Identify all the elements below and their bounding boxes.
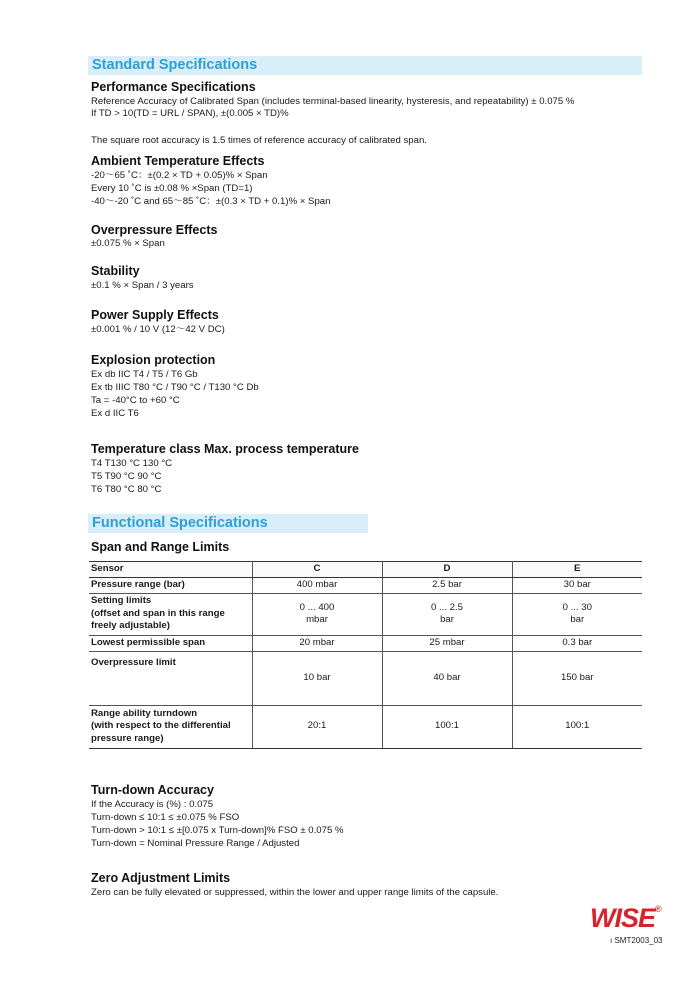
ambient-line: -40～-20 ˚C and 65～85 ˚C：±(0.3 × TD + 0.1)% × Span xyxy=(91,196,331,207)
power-heading: Power Supply Effects xyxy=(91,308,219,322)
row-label: Overpressure limit xyxy=(89,651,252,705)
table-cell: 20 mbar xyxy=(252,635,382,651)
table-row xyxy=(89,651,642,705)
span-range-heading: Span and Range Limits xyxy=(91,540,230,554)
row-label: Setting limits (offset and span in this range freely adjustable) xyxy=(89,593,252,635)
explosion-line: Ex db IIC T4 / T5 / T6 Gb xyxy=(91,369,198,380)
row-label: Pressure range (bar) xyxy=(89,577,252,593)
span-range-table xyxy=(89,561,642,749)
table-cell: 40 bar xyxy=(382,651,512,705)
wise-logo: WISE xyxy=(590,903,656,933)
table-cell: 150 bar xyxy=(512,651,642,705)
performance-line: Reference Accuracy of Calibrated Span (includes terminal-based linearity, hysteresis, and repeatability) ± 0.075 % xyxy=(91,96,575,107)
performance-line: The square root accuracy is 1.5 times of reference accuracy of calibrated span. xyxy=(91,135,427,146)
tempclass-line: T5 T90 °C 90 °C xyxy=(91,471,162,482)
turndown-heading: Turn-down Accuracy xyxy=(91,783,214,797)
stability-line: ±0.1 % × Span / 3 years xyxy=(91,280,194,291)
turndown-line: Turn-down = Nominal Pressure Range / Adjusted xyxy=(91,838,300,849)
table-cell: 0 ... 30 bar xyxy=(512,593,642,635)
table-header-cell: D xyxy=(382,562,512,578)
tempclass-line: T6 T80 °C 80 °C xyxy=(91,484,162,495)
performance-line: If TD > 10(TD = URL / SPAN), ±(0.005 × TD)% xyxy=(91,108,289,119)
ambient-heading: Ambient Temperature Effects xyxy=(91,154,265,168)
ambient-line: Every 10 ˚C is ±0.08 % ×Span (TD=1) xyxy=(91,183,253,194)
table-cell: 30 bar xyxy=(512,577,642,593)
turndown-line: Turn-down ≤ 10:1 ≤ ±0.075 % FSO xyxy=(91,812,240,823)
table-cell: 400 mbar xyxy=(252,577,382,593)
table-cell: 20:1 xyxy=(252,705,382,748)
table-cell: 10 bar xyxy=(252,651,382,705)
table-cell: 100:1 xyxy=(512,705,642,748)
table-header-cell: C xyxy=(252,562,382,578)
stability-heading: Stability xyxy=(91,264,140,278)
table-cell: 25 mbar xyxy=(382,635,512,651)
ambient-line: -20～65 ˚C：±(0.2 × TD + 0.05)% × Span xyxy=(91,170,268,181)
registered-mark: ® xyxy=(655,904,662,914)
table-cell: 0.3 bar xyxy=(512,635,642,651)
explosion-line: Ex d IIC T6 xyxy=(91,408,139,419)
document-id xyxy=(610,936,662,945)
row-label: Range ability turndown (with respect to the differential pressure range) xyxy=(89,705,252,748)
power-line: ±0.001 % / 10 V (12～42 V DC) xyxy=(91,324,225,335)
performance-heading: Performance Specifications xyxy=(91,80,256,94)
table-row xyxy=(89,635,642,651)
zero-adjustment-line: Zero can be fully elevated or suppressed, within the lower and upper range limits of the capsule. xyxy=(91,887,499,898)
table-cell: 2.5 bar xyxy=(382,577,512,593)
table-header-row xyxy=(89,562,642,578)
table-row xyxy=(89,577,642,593)
functional-specifications-title: Functional Specifications xyxy=(88,514,368,533)
explosion-line: Ta = -40°C to +60 °C xyxy=(91,395,180,406)
explosion-line: Ex tb IIIC T80 °C / T90 °C / T130 °C Db xyxy=(91,382,259,393)
table-cell: 0 ... 2.5 bar xyxy=(382,593,512,635)
table-cell: 100:1 xyxy=(382,705,512,748)
table-header-cell: E xyxy=(512,562,642,578)
row-label: Lowest permissible span xyxy=(89,635,252,651)
zero-adjustment-heading: Zero Adjustment Limits xyxy=(91,871,231,885)
table-cell: 0 ... 400 mbar xyxy=(252,593,382,635)
standard-specifications-title: Standard Specifications xyxy=(88,56,642,75)
doc-id-separator: ı xyxy=(610,936,615,945)
tempclass-heading: Temperature class Max. process temperature xyxy=(91,442,359,456)
overpressure-heading: Overpressure Effects xyxy=(91,223,218,237)
table-row xyxy=(89,593,642,635)
table-header-cell: Sensor xyxy=(89,562,252,578)
turndown-line: Turn-down > 10:1 ≤ ±[0.075 x Turn-down]% FSO ± 0.075 % xyxy=(91,825,344,836)
explosion-heading: Explosion protection xyxy=(91,353,216,367)
table-row xyxy=(89,705,642,748)
turndown-line: If the Accuracy is (%) : 0.075 xyxy=(91,799,214,810)
overpressure-line: ±0.075 % × Span xyxy=(91,238,165,249)
doc-id-text: SMT2003_03 xyxy=(614,936,663,945)
tempclass-line: T4 T130 °C 130 °C xyxy=(91,458,173,469)
